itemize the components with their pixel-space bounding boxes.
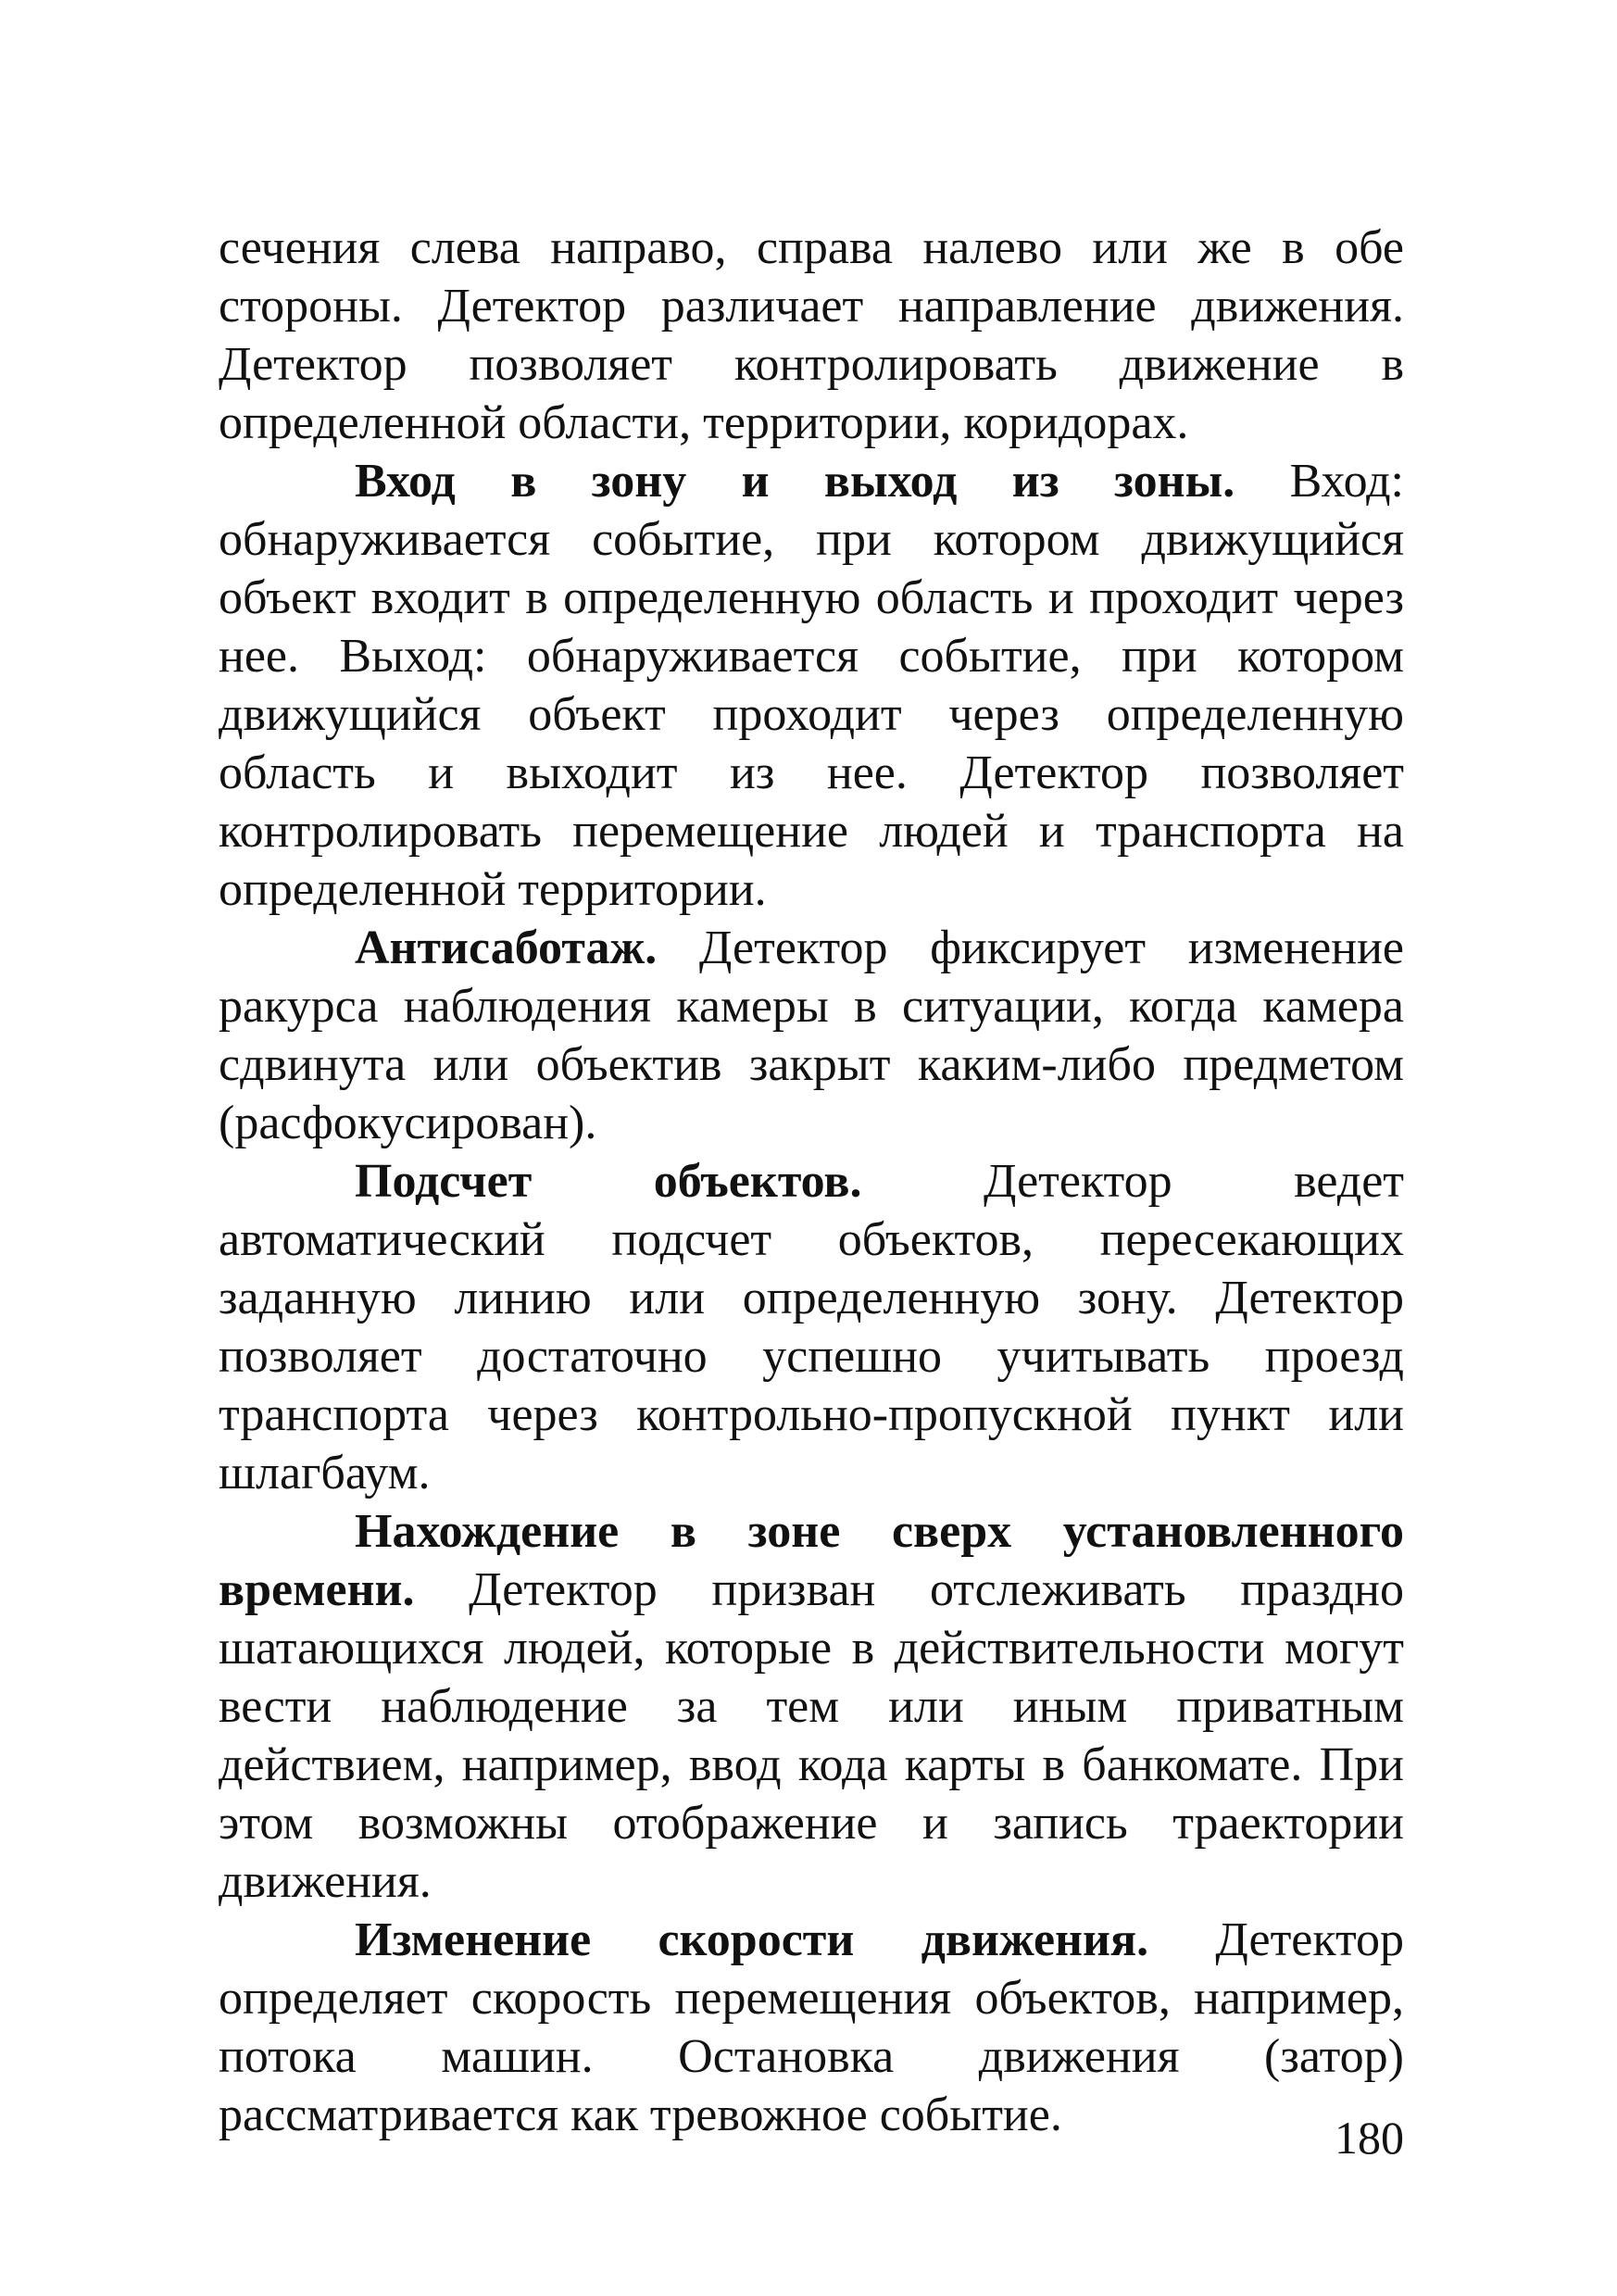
paragraph-heading: Изменение скорости движения. — [355, 1913, 1149, 1966]
paragraph-anti-sabotage — [219, 919, 1404, 1152]
paragraph-text: Детектор призван отслеживать праздно шатающихся людей, которые в действительности могут вести наблюдение за тем или иным приватным действием, например, ввод кода карты в банкомате. При этом возможны отображение и запись траектории движения. — [219, 1563, 1404, 1908]
paragraph-intro-continued — [219, 219, 1404, 452]
page-body — [219, 219, 1404, 2144]
paragraph-text: Вход: обнаруживается событие, при котором движущийся объект входит в определенную область и проходит через нее. Выход: обнаруживается событие, при котором движущийся объект проходит через определенную область и выходит из нее. Детектор позволяет контролировать перемещение людей и транспорта на определенной территории. — [219, 455, 1404, 916]
page-number: 180 — [1335, 2112, 1404, 2164]
paragraph-speed-change — [219, 1911, 1404, 2144]
paragraph-heading: Нахождение в зоне сверх установленного времени. — [219, 1505, 1404, 1616]
paragraph-text: Детектор фиксирует изменение ракурса наблюдения камеры в ситуации, когда камера сдвинута или объектив закрыт каким-либо предметом (расфокусирован). — [219, 922, 1404, 1149]
paragraph-heading: Подсчет объектов. — [355, 1155, 862, 1208]
paragraph-zone-entry-exit — [219, 452, 1404, 919]
paragraph-text: Детектор определяет скорость перемещения объектов, например, потока машин. Остановка движения (затор) рассматривается как тревожное событие. — [219, 1913, 1405, 2141]
paragraph-text: Детектор ведет автоматический подсчет объектов, пересекающих заданную линию или определенную зону. Детектор позволяет достаточно успешно учитывать проезд транспорта через контрольно-пропускной пункт или шлагбаум. — [219, 1155, 1405, 1499]
paragraph-text: сечения слева направо, справа налево или же в обе стороны. Детектор различает направление движения. Детектор позволяет контролировать движение в определенной области, территории, коридорах. — [219, 221, 1404, 449]
paragraph-object-counting — [219, 1152, 1404, 1502]
paragraph-heading: Вход в зону и выход из зоны. — [355, 455, 1235, 508]
paragraph-heading: Антисаботаж. — [355, 922, 658, 974]
paragraph-loitering — [219, 1502, 1404, 1911]
